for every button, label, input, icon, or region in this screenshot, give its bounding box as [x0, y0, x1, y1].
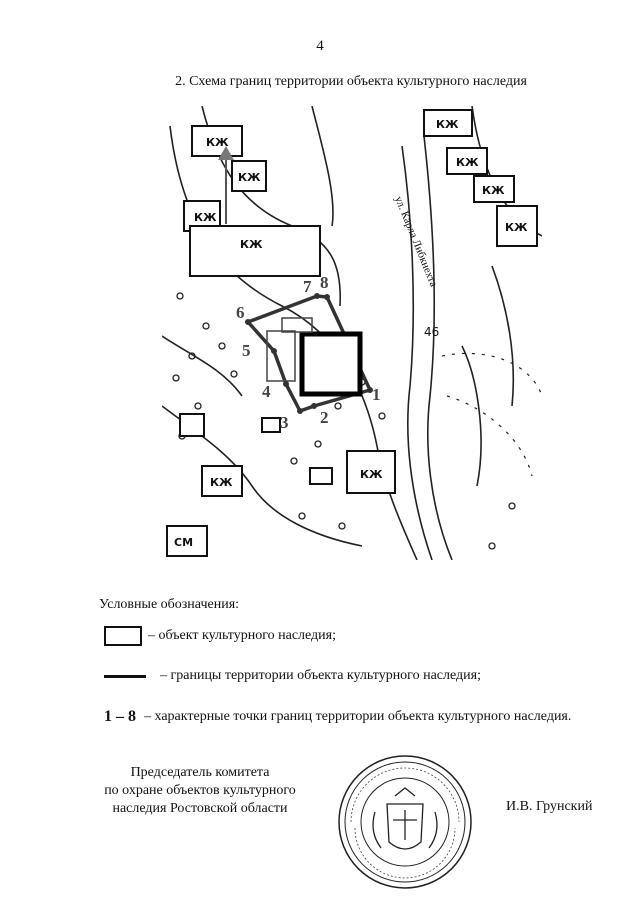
- building-label: КЖ: [238, 171, 261, 184]
- legend-points-label: – характерные точки границ территории объекта культурного наследия.: [144, 709, 572, 724]
- building-label: КЖ: [482, 184, 505, 197]
- boundary-map: [162, 106, 542, 560]
- point-label-4: 4: [262, 382, 271, 401]
- legend-border-swatch: [104, 675, 146, 678]
- legend-border-label: – границы территории объекта культурного наследия;: [160, 668, 481, 683]
- number-label: 46: [424, 325, 440, 339]
- building-label: КЖ: [240, 238, 263, 251]
- legend-border-row: [104, 668, 481, 684]
- legend-object-row: [104, 626, 336, 646]
- signer-title-line: Председатель комитета: [130, 765, 270, 780]
- signer-title-line: наследия Ростовской области: [112, 801, 288, 816]
- legend-points-row: [104, 708, 571, 726]
- building-label: КЖ: [456, 156, 479, 169]
- building-label: КЖ: [206, 136, 229, 149]
- point-label-1: 1: [372, 385, 381, 404]
- point-label-2: 2: [320, 408, 329, 427]
- signer-title-line: по охране объектов культурного: [104, 783, 296, 798]
- legend-object-label: – объект культурного наследия;: [148, 628, 336, 643]
- building-label: КЖ: [505, 221, 528, 234]
- signer-title: [80, 764, 320, 818]
- building-label: СМ: [174, 536, 194, 549]
- point-label-7: 7: [303, 277, 312, 296]
- official-seal: [335, 752, 475, 892]
- point-label-3: 3: [280, 413, 289, 432]
- page-number: 4: [316, 38, 324, 54]
- point-label-8: 8: [320, 273, 329, 292]
- building-label: КЖ: [194, 211, 217, 224]
- legend-heading: Условные обозначения:: [99, 597, 240, 612]
- point-label-6: 6: [236, 303, 245, 322]
- building-label: КЖ: [360, 468, 383, 481]
- legend-points-range: 1 – 8: [104, 708, 136, 725]
- building-label: КЖ: [210, 476, 233, 489]
- legend-object-swatch: [104, 626, 142, 646]
- signer-name: И.В. Грунский: [506, 799, 593, 814]
- building-label: КЖ: [436, 118, 459, 131]
- scheme-title: 2. Схема границ территории объекта культурного наследия: [175, 74, 527, 89]
- street-label: ул. Карла Либкнехта: [392, 194, 440, 289]
- point-label-5: 5: [242, 341, 251, 360]
